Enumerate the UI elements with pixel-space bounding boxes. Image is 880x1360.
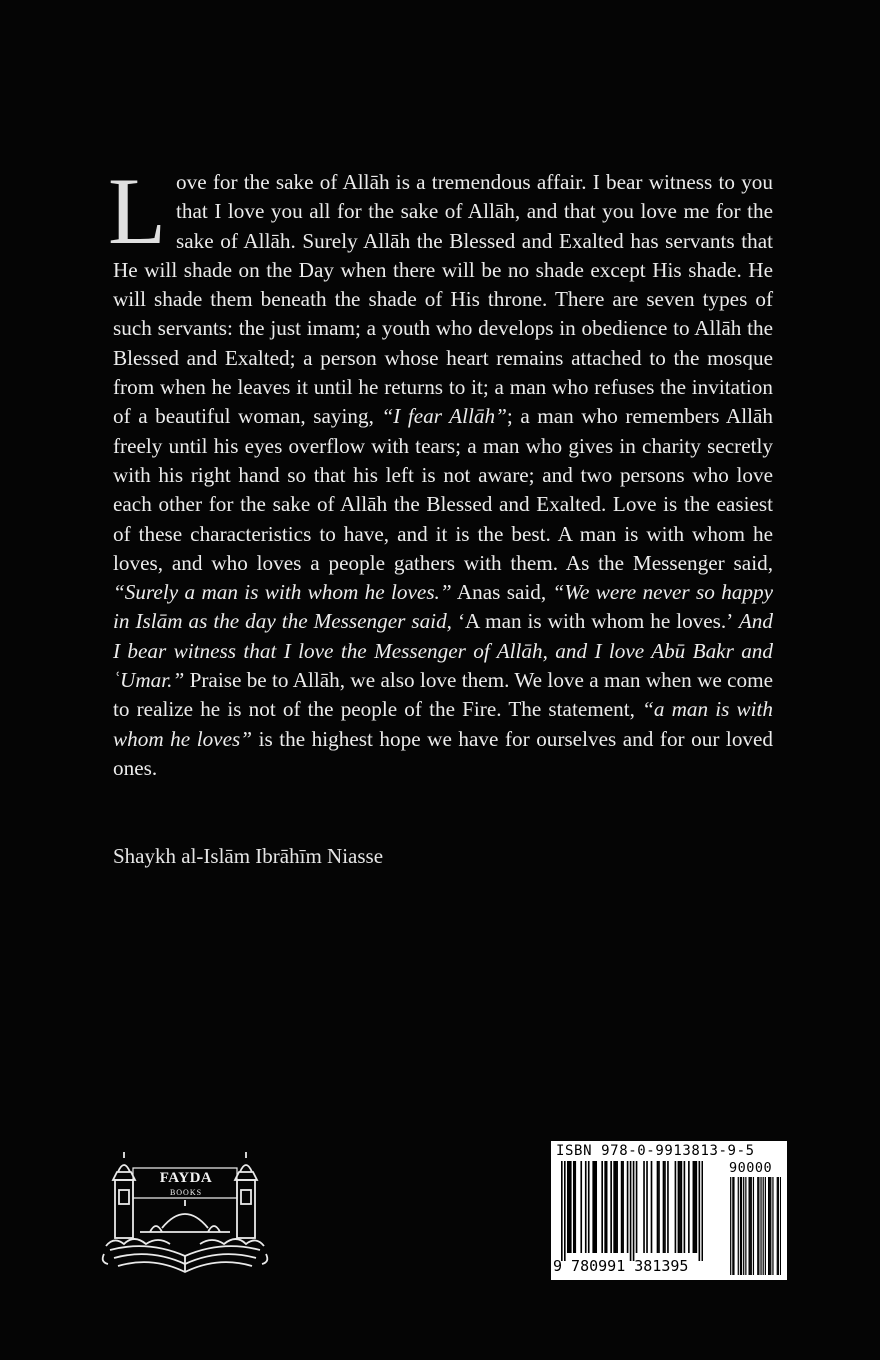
barcode-bar <box>651 1161 653 1253</box>
addon-barcode-bars <box>729 1177 781 1275</box>
isbn-text: ISBN 978-0-9913813-9-5 <box>556 1143 755 1159</box>
isbn-barcode <box>551 1141 787 1280</box>
barcode-bar <box>633 1161 635 1261</box>
ean-digits: 9 780991 381395 <box>553 1257 689 1275</box>
price-code: 90000 <box>729 1160 773 1176</box>
barcode-bar <box>580 1161 582 1253</box>
addon-barcode-bar <box>765 1177 766 1275</box>
blurb-segment-italic: “a man is with whom he loves” <box>113 697 773 751</box>
addon-barcode-bar <box>777 1177 778 1275</box>
barcode-bar <box>573 1161 575 1253</box>
blurb-segment: ‘A man is with whom he loves.’ <box>457 609 734 634</box>
barcode-bar <box>627 1161 629 1253</box>
blurb-segment-italic: “I fear Allāh” <box>381 404 507 429</box>
barcode-bar <box>630 1161 632 1261</box>
publisher-name: FAYDA <box>159 1170 213 1186</box>
barcode-bar <box>570 1161 572 1253</box>
barcode-bar <box>667 1161 669 1253</box>
addon-barcode-bar <box>745 1177 746 1275</box>
barcode-bar <box>636 1161 638 1253</box>
barcode-bar <box>663 1161 665 1253</box>
barcode-bar <box>588 1161 590 1253</box>
blurb-text <box>108 158 773 783</box>
addon-barcode-bar <box>769 1177 770 1275</box>
addon-barcode-bar <box>740 1177 741 1275</box>
barcode-bar <box>658 1161 660 1253</box>
barcode-bar <box>574 1161 576 1253</box>
barcode-bar <box>702 1161 703 1261</box>
barcode-bar <box>585 1161 587 1253</box>
barcode-bar <box>601 1161 603 1253</box>
addon-barcode-bar <box>741 1177 742 1275</box>
blurb-segment: ove for the sake of Allāh is a tremendous affair. I bear witness to you that I love you all for the sake of Allāh, and that you love me for the sake of Allāh. Surely Allāh the Blessed and Exalted has servants that He will shade on the Day when there will be no shade except His shade. He will shade them beneath the shade of His throne. There are seven types of such servants: the just imam; a youth who develops in obedience to Allāh the Blessed and Exalted; a person whose heart remains attached to the mosque from when he leaves it until he returns to it; a man who refuses the invitation of a beautiful woman, saying, <box>113 170 773 429</box>
publisher-sub: BOOKS <box>169 1188 203 1197</box>
addon-barcode-bar <box>753 1177 754 1275</box>
addon-barcode-bar <box>732 1177 733 1275</box>
addon-barcode-bar <box>780 1177 781 1275</box>
barcode-bar <box>604 1161 606 1253</box>
barcode-bar <box>657 1161 659 1253</box>
barcode-bar <box>693 1161 695 1253</box>
barcode-bar <box>699 1161 701 1261</box>
addon-barcode-bar <box>730 1177 731 1275</box>
addon-barcode-bar <box>763 1177 764 1275</box>
addon-barcode-bar <box>758 1177 759 1275</box>
barcode-bar <box>606 1161 608 1253</box>
blurb-segment-italic: And I bear witness that I love the Messenger of Allāh, and I love Abū Bakr and ʿUmar.” <box>113 609 773 693</box>
barcode-bar <box>595 1161 597 1253</box>
addon-barcode-bar <box>778 1177 779 1275</box>
barcode-bar <box>613 1161 615 1253</box>
addon-barcode-bar <box>772 1177 773 1275</box>
addon-barcode-bar <box>757 1177 758 1275</box>
barcode-bar <box>592 1161 594 1253</box>
barcode-bar <box>568 1161 570 1253</box>
addon-barcode-bar <box>770 1177 771 1275</box>
addon-barcode-bar <box>738 1177 739 1275</box>
barcode-bar <box>621 1161 623 1253</box>
barcode-bar <box>684 1161 686 1253</box>
barcode-bar <box>622 1161 624 1253</box>
addon-barcode-bar <box>750 1177 751 1275</box>
drop-cap: L <box>108 158 167 264</box>
blurb-segment-italic: “We were never so happy in Islām as the day the Messenger said, <box>113 580 773 634</box>
barcode-bars <box>561 1161 703 1261</box>
barcode-bar <box>567 1161 569 1253</box>
barcode-bar <box>615 1161 617 1253</box>
barcode-bar <box>616 1161 618 1253</box>
publisher-logo <box>100 1150 270 1278</box>
barcode-bar <box>664 1161 666 1253</box>
attribution: Shaykh al-Islām Ibrāhīm Niasse <box>113 844 384 868</box>
barcode-bar <box>681 1161 683 1253</box>
barcode-bar <box>561 1161 563 1261</box>
addon-barcode-bar <box>733 1177 734 1275</box>
barcode-bar <box>610 1161 612 1253</box>
blurb-segment: is the highest hope we have for ourselves and for our loved ones. <box>113 726 773 780</box>
barcode-bar <box>688 1161 690 1253</box>
blurb-segment: Praise be to Allāh, we also love them. We love a man when we come to realize he is not of the people of the Fire. The statement, <box>113 668 773 722</box>
barcode-bar <box>594 1161 596 1253</box>
addon-barcode-bar <box>743 1177 744 1275</box>
barcode-bar <box>678 1161 680 1253</box>
addon-barcode-bar <box>749 1177 750 1275</box>
addon-barcode-bar <box>768 1177 769 1275</box>
barcode-bar <box>564 1161 566 1261</box>
barcode-bar <box>675 1161 677 1253</box>
blurb-segment-italic: “Surely a man is with whom he loves.” <box>113 580 452 605</box>
barcode-bar <box>694 1161 696 1253</box>
addon-barcode-bar <box>760 1177 761 1275</box>
barcode-bar <box>696 1161 698 1253</box>
addon-barcode-bar <box>751 1177 752 1275</box>
barcode-bar <box>679 1161 681 1253</box>
barcode-bar <box>646 1161 648 1253</box>
barcode-bar <box>643 1161 645 1253</box>
blurb-segment: ; a man who remembers Allāh freely until his eyes overflow with tears; a man who gives in charity secretly with his right hand so that his left is not aware; and two persons who love each other for the sake of Allāh the Blessed and Exalted. Love is the easiest of these characteristics to have, and it is the best. A man is with whom he loves, and who loves a people gathers with them. As the Messenger said, <box>113 404 773 575</box>
blurb-segment: Anas said, <box>451 580 553 605</box>
